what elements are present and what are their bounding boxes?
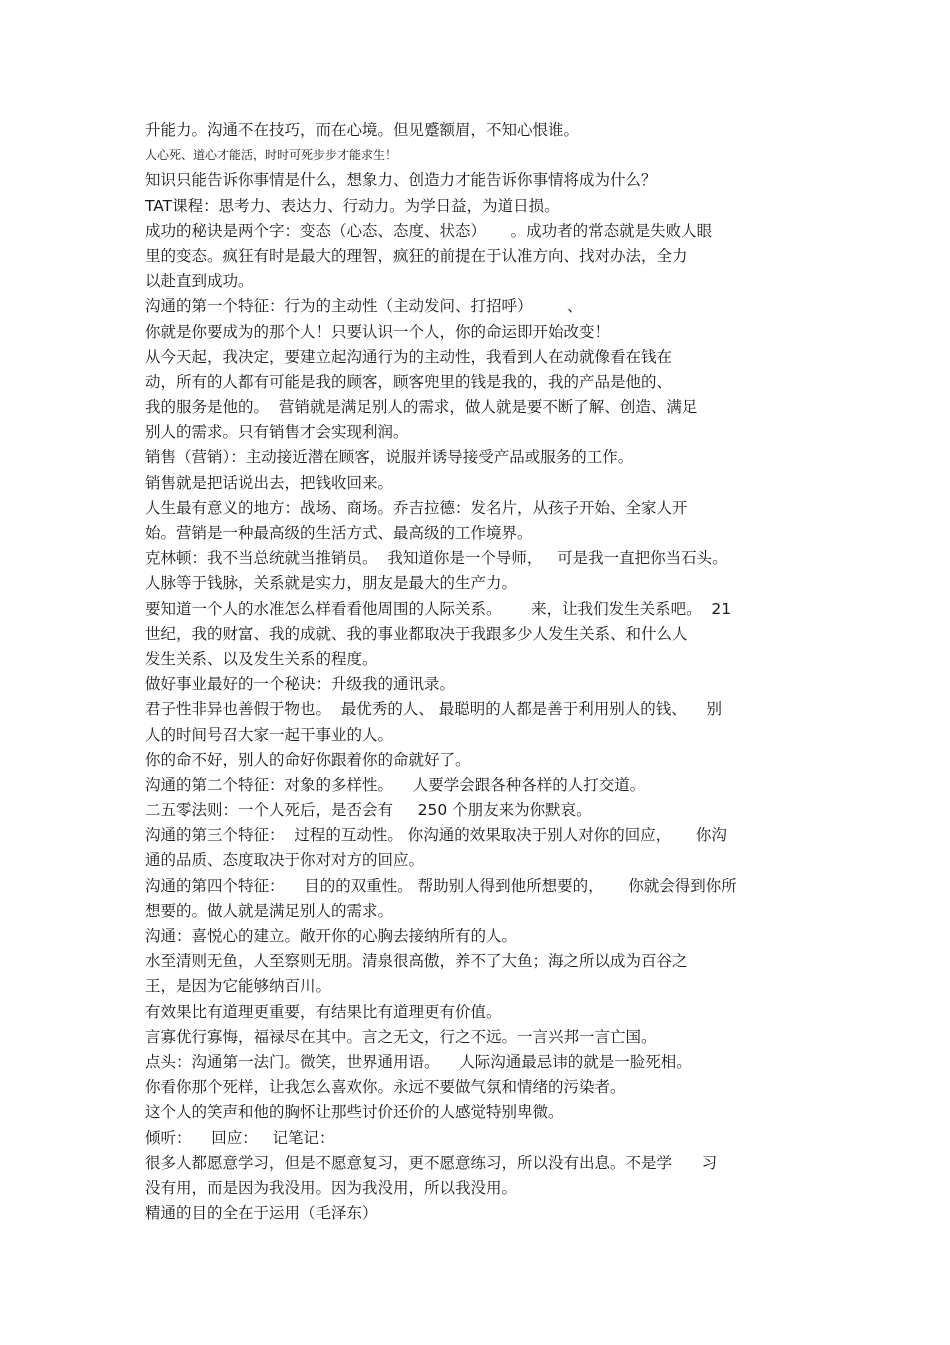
text-line: 人脉等于钱脉，关系就是实力，朋友是最大的生产力。 (145, 574, 518, 593)
text-line: 想要的。做人就是满足别人的需求。 (145, 901, 394, 920)
document-body (145, 118, 810, 1226)
text-line: 克林顿：我不当总统就当推销员。 我知道你是一个导师， 可是我一直把你当石头。 (145, 549, 728, 568)
text-line: 人生最有意义的地方：战场、商场。乔吉拉德：发名片，从孩子开始、全家人开 (145, 498, 688, 517)
text-line: 精通的目的全在于运用（毛泽东） (145, 1204, 378, 1223)
text-line: 你看你那个死样，让我怎么喜欢你。永远不要做气氛和情绪的污染者。 (145, 1078, 626, 1097)
text-line: 王，是因为它能够纳百川。 (145, 977, 332, 996)
text-line: 言寡优行寡悔，福禄尽在其中。言之无文，行之不远。一言兴邦一言亡国。 (145, 1027, 657, 1046)
text-line: 我的服务是他的。 营销就是满足别人的需求，做人就是要不断了解、创造、满足 (145, 398, 698, 417)
text-line: 里的变态。疯狂有时是最大的理智，疯狂的前提在于认准方向、找对办法，全力 (145, 246, 688, 265)
text-line: 销售（营销）：主动接近潜在顾客，说服并诱导接受产品或服务的工作。 (145, 448, 634, 467)
text-line: 沟通：喜悦心的建立。敞开你的心胸去接纳所有的人。 (145, 927, 518, 945)
text-line: 很多人都愿意学习，但是不愿意复习，更不愿意练习，所以没有出息。不是学 习 (145, 1153, 718, 1172)
text-line: 君子性非异也善假于物也。 最优秀的人、 最聪明的人都是善于利用别人的钱、 别 (145, 700, 722, 719)
text-line: 升能力。沟通不在技巧，而在心境。但见蹙额眉，不知心恨谁。 (145, 121, 580, 139)
text-line: 从今天起，我决定，要建立起沟通行为的主动性，我看到人在动就像看在钱在 (145, 347, 673, 366)
text-line: 知识只能告诉你事情是什么，想象力、创造力才能告诉你事情将成为什么？ (145, 171, 657, 190)
text-line: 要知道一个人的水准怎么样看看他周围的人际关系。 来，让我们发生关系吧。 21 (145, 599, 732, 618)
text-line: 发生关系、以及发生关系的程度。 (145, 649, 378, 668)
text-line: 人心死、道心才能活，时时可死步步才能求生！ (145, 148, 398, 163)
text-line: 沟通的第二个特征：对象的多样性。 人要学会跟各种各样的人打交道。 (145, 775, 646, 794)
text-line: 别人的需求。只有销售才会实现利润。 (145, 423, 409, 442)
text-line: 动，所有的人都有可能是我的顾客，顾客兜里的钱是我的，我的产品是他的、 (145, 372, 673, 391)
text-line: 销售就是把话说出去，把钱收回来。 (145, 473, 394, 492)
text-line: 沟通的第一个特征：行为的主动性（主动发问、打招呼） 、 (145, 297, 583, 316)
text-line: TAT课程：思考力、表达力、行动力。为学日益，为道日损。 (145, 196, 560, 215)
text-line: 成功的秘诀是两个字：变态（心态、态度、状态） 。成功者的常态就是失败人眼 (145, 221, 713, 240)
text-line: 水至清则无鱼，人至察则无朋。清泉很高傲，养不了大鱼；海之所以成为百谷之 (145, 952, 688, 971)
text-line: 世纪，我的财富、我的成就、我的事业都取决于我跟多少人发生关系、和什么人 (145, 624, 688, 643)
text-line: 沟通的第四个特征： 目的的双重性。 帮助别人得到他所想要的， 你就会得到你所 (145, 876, 737, 895)
text-line: 沟通的第三个特征： 过程的互动性。 你沟通的效果取决于别人对你的回应， 你沟 (145, 826, 727, 845)
text-line: 二五零法则：一个人死后，是否会有 250 个朋友来为你默哀。 (145, 801, 592, 820)
text-line: 你的命不好，别人的命好你跟着你的命就好了。 (145, 750, 471, 769)
text-line: 倾听： 回应： 记笔记： (145, 1128, 335, 1147)
text-line: 以赴直到成功。 (145, 272, 254, 291)
text-line: 这个人的笑声和他的胸怀让那些讨价还价的人感觉特别卑微。 (145, 1103, 564, 1122)
text-line: 有效果比有道理更重要，有结果比有道理更有价值。 (145, 1002, 502, 1021)
text-line: 没有用，而是因为我没用。因为我没用，所以我没用。 (145, 1178, 518, 1197)
text-line: 始。营销是一种最高级的生活方式、最高级的工作境界。 (145, 524, 533, 542)
text-line: 点头：沟通第一法门。微笑，世界通用语。 人际沟通最忌讳的就是一脸死相。 (145, 1052, 692, 1071)
text-line: 通的品质、态度取决于你对对方的回应。 (145, 851, 425, 870)
text-line: 你就是你要成为的那个人！只要认识一个人，你的命运即开始改变！ (145, 322, 611, 341)
text-line: 人的时间号召大家一起干事业的人。 (145, 725, 394, 744)
text-line: 做好事业最好的一个秘诀：升级我的通讯录。 (145, 675, 456, 694)
